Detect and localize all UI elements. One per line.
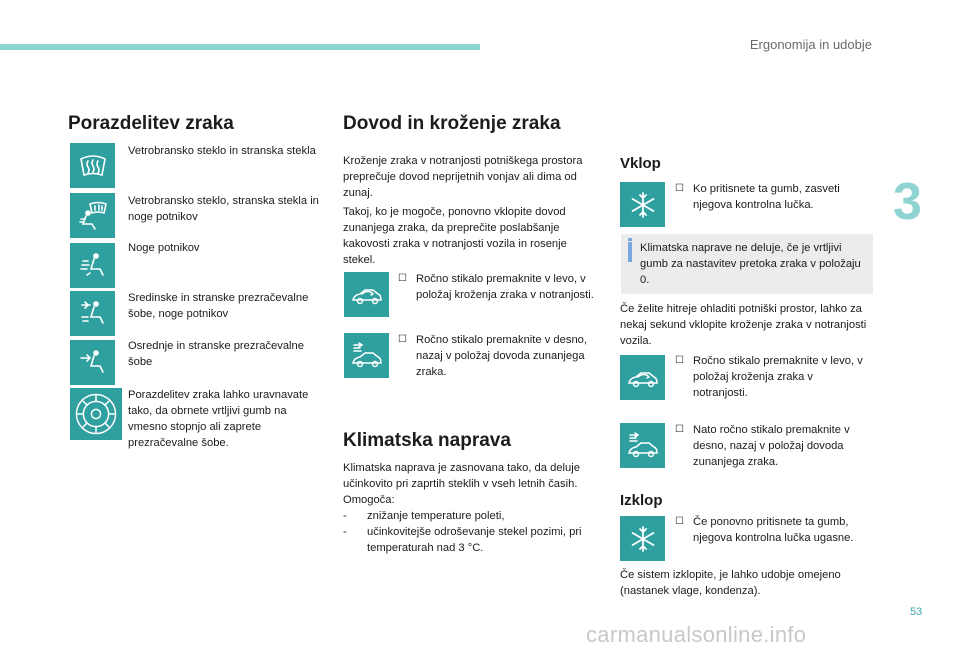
- on-cooling-advice: Če želite hitreje ohladiti potniški prostor, lahko za nekaj sekund vklopite kroženje zraka v notranjosti vozila.: [620, 303, 867, 347]
- fresh-air-icon: [344, 333, 389, 378]
- recirculation-icon: [620, 355, 665, 400]
- face-feet-vent-icon: [70, 291, 115, 336]
- recirculation-advice: Takoj, ko je mogoče, ponovno vklopite dovod zunanjega zraka, da preprečite poslabšanje kakovosti zraka v notranjosti vozila in rosenje stekel.: [343, 206, 567, 266]
- recirculation-intro: Kroženje zraka v notranjosti potniškega prostora preprečuje dovod neprijetnih vonjav ali dima od zunaj.: [343, 155, 583, 199]
- chapter-number: 3: [893, 173, 922, 231]
- aircon-options-label: Omogoča:: [343, 494, 395, 506]
- distribution-item-text: Osrednje in stranske prezračevalne šobe: [128, 340, 304, 368]
- recirculation-step-left: ☐ Ročno stikalo premaknite v levo, v položaj kroženja zraka v notranjosti.: [398, 273, 594, 301]
- recirculation-heading: Dovod in kroženje zraka: [343, 113, 561, 134]
- checkbox-icon: ☐: [675, 516, 684, 527]
- header-accent-bar: [0, 44, 480, 50]
- off-heading: Izklop: [620, 492, 663, 509]
- checkbox-icon: ☐: [398, 273, 407, 284]
- checkbox-icon: ☐: [398, 334, 407, 345]
- info-icon: [628, 238, 632, 241]
- distribution-item-text: Sredinske in stranske prezračevalne šobe, noge potnikov: [128, 292, 309, 320]
- distribution-item-text: Porazdelitev zraka lahko uravnavate tako, da obrnete vrtljivi gumb na vmesno stopnjo ali zaprete prezračevalne šobe.: [128, 389, 309, 449]
- aircon-heading: Klimatska naprava: [343, 430, 511, 451]
- on-step: ☐ Ko pritisnete ta gumb, zasveti njegova kontrolna lučka.: [675, 183, 840, 211]
- ac-snowflake-icon: [620, 182, 665, 227]
- windscreen-feet-icon: [70, 193, 115, 238]
- on-fresh-air-step: ☐ Nato ročno stikalo premaknite v desno, nazaj v položaj dovoda zunanjega zraka.: [675, 424, 850, 468]
- windscreen-demist-icon: [70, 143, 115, 188]
- ac-snowflake-icon: [620, 516, 665, 561]
- checkbox-icon: ☐: [675, 424, 684, 435]
- distribution-item-text: Vetrobransko steklo, stranska stekla in noge potnikov: [128, 195, 319, 223]
- feet-vent-icon: [70, 243, 115, 288]
- distribution-item-text: Noge potnikov: [128, 242, 200, 254]
- fresh-air-icon: [620, 423, 665, 468]
- section-title: Ergonomija in udobje: [749, 37, 872, 52]
- recirculation-step-right: ☐ Ročno stikalo premaknite v desno, nazaj v položaj dovoda zunanjega zraka.: [398, 334, 588, 378]
- off-note: Če sistem izklopite, je lahko udobje omejeno (nastanek vlage, kondenza).: [620, 569, 841, 597]
- checkbox-icon: ☐: [675, 183, 684, 194]
- distribution-heading: Porazdelitev zraka: [68, 113, 234, 134]
- aircon-intro: Klimatska naprava je zasnovana tako, da deluje učinkovito pri zaprtih steklih v vseh letnih časih.: [343, 462, 580, 490]
- on-recirculation-step: ☐ Ročno stikalo premaknite v levo, v položaj kroženja zraka v notranjosti.: [675, 355, 863, 399]
- checkbox-icon: ☐: [675, 355, 684, 366]
- watermark: carmanualsonline.info: [586, 622, 807, 647]
- aircon-option: - učinkovitejše odroševanje stekel pozimi, pri temperaturah nad 3 °C.: [343, 526, 582, 554]
- recirculation-icon: [344, 272, 389, 317]
- page-number: 53: [910, 606, 923, 618]
- distribution-dial-icon: [70, 388, 122, 440]
- on-heading: Vklop: [620, 155, 661, 172]
- aircon-option: - znižanje temperature poleti,: [343, 510, 505, 522]
- info-note: Klimatska naprave ne deluje, če je vrtljivi gumb za nastavitev pretoka zraka v položaju 0.: [621, 234, 873, 294]
- distribution-item-text: Vetrobransko steklo in stranska stekla: [128, 145, 316, 157]
- face-vent-icon: [70, 340, 115, 385]
- info-icon-bar: [628, 242, 632, 262]
- off-step: ☐ Če ponovno pritisnete ta gumb, njegova kontrolna lučka ugasne.: [675, 516, 854, 544]
